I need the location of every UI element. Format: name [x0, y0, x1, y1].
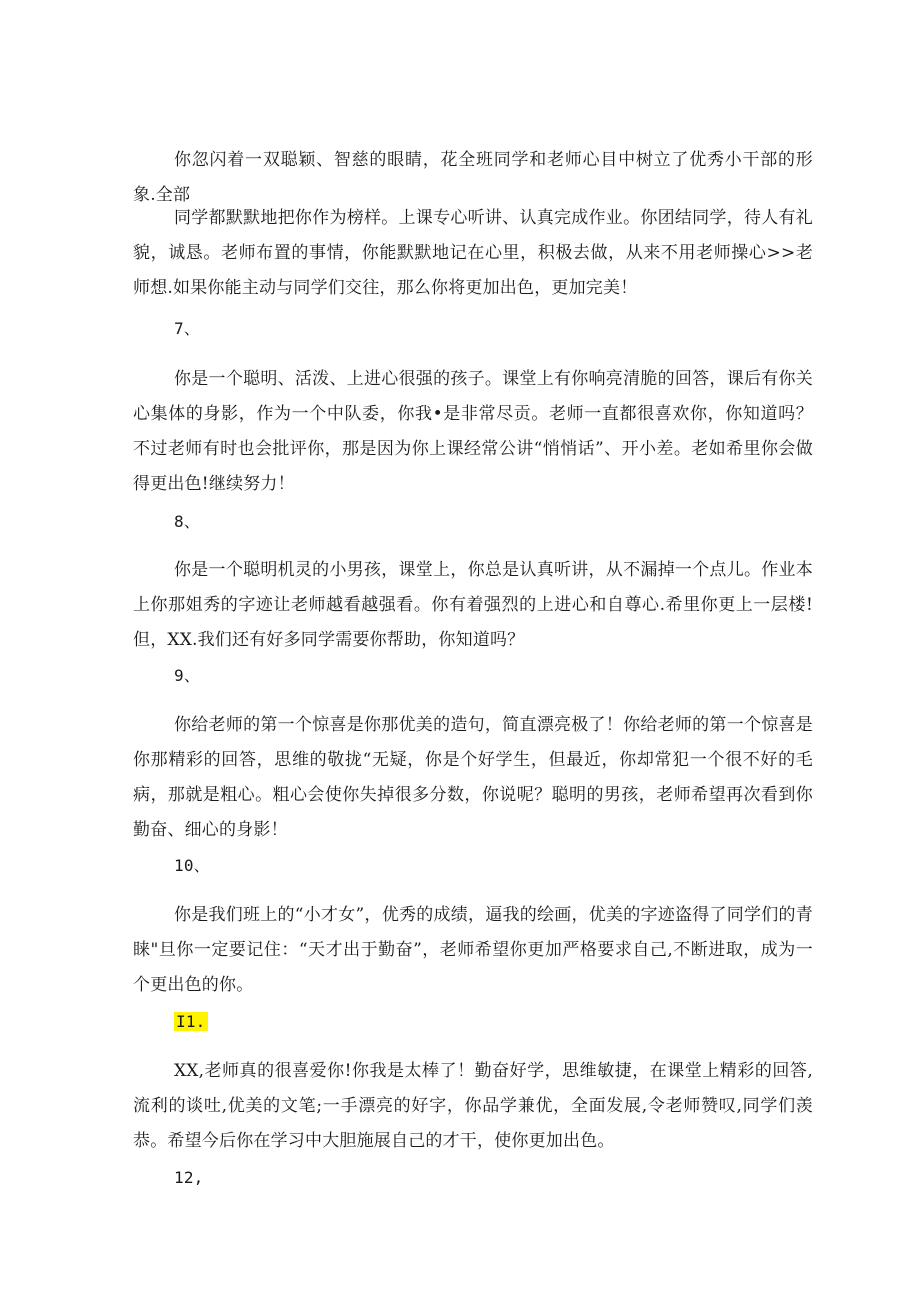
paragraph-text: 你是一个聪明机灵的小男孩，课堂上，你总是认真听讲，从不漏掉一个点儿。作业本上你那姐秀的字迹让老师越看越强看。你有着强烈的上进心和自尊心.希里你更上一层楼!但，XX.我们还有好多同学需要你帮助，你知道吗？: [133, 560, 813, 650]
para-8: [133, 553, 813, 658]
para-7: [133, 362, 813, 502]
highlighted-section-number: I1.: [176, 1012, 206, 1031]
number-7: [133, 311, 813, 346]
para-11: [133, 1054, 813, 1159]
paragraph-text: XX,老师真的很喜爱你!你我是太棒了！勤奋好学，思维敏捷，在课堂上精彩的回答,流利的谈吐,优美的文笔;一手漂亮的好字，你品学兼优，全面发展,令老师赞叹,同学们羡恭。希望今后你在学习中大胆施展自己的才干，使你更加出色。: [133, 1061, 813, 1151]
para-2: [133, 201, 813, 306]
number-8: [133, 504, 813, 539]
section-number: 7、: [174, 319, 201, 338]
number-9: [133, 658, 813, 693]
section-number: 8、: [174, 512, 201, 531]
paragraph-text: 你忽闪着一双聪颖、智慈的眼睛，花全班同学和老师心目中树立了优秀小干部的形象.全部: [133, 150, 813, 205]
para-9: [133, 708, 813, 848]
paragraph-text: 同学都默默地把你作为榜样。上课专心听讲、认真完成作业。你团结同学，待人有礼貌，诚恳。老师布置的事情，你能默默地记在心里，积极去做，从来不用老师操心>>老师想.如果你能主动与同学们交往，那么你将更加出色，更加完美！: [133, 208, 813, 298]
section-number: 9、: [174, 666, 201, 685]
section-number: 12,: [174, 1168, 204, 1187]
paragraph-text: 你是一个聪明、活泼、上进心很强的孩子。课堂上有你响亮清脆的回答，课后有你关心集体的身影，作为一个中队委，你我•是非常尽贡。老师一直都很喜欢你，你知道吗？不过老师有时也会批评你，那是因为你上课经常公讲“悄悄话”、开小差。老如希里你会做得更出色!继续努力！: [133, 369, 813, 494]
number-12: [133, 1160, 813, 1195]
number-11: [133, 1004, 813, 1039]
section-number: 10、: [174, 856, 210, 875]
paragraph-text: 你给老师的第一个惊喜是你那优美的造句，简直漂亮极了！你给老师的第一个惊喜是你那精彩的回答，思维的敬拢“无疑，你是个好学生，但最近，你却常犯一个很不好的毛病，那就是粗心。粗心会使你失掉很多分数，你说呢？聪明的男孩，老师希望再次看到你勤奋、细心的身影！: [133, 715, 813, 840]
para-10: [133, 898, 813, 1003]
number-10: [133, 848, 813, 883]
paragraph-text: 你是我们班上的“小才女”，优秀的成绩，逼我的绘画，优美的字迹盗得了同学们的青睐"旦你一定要记住：“天才出于勤奋”，老师希望你更加严格要求自己,不断进取，成为一个更出色的你。: [133, 905, 813, 995]
